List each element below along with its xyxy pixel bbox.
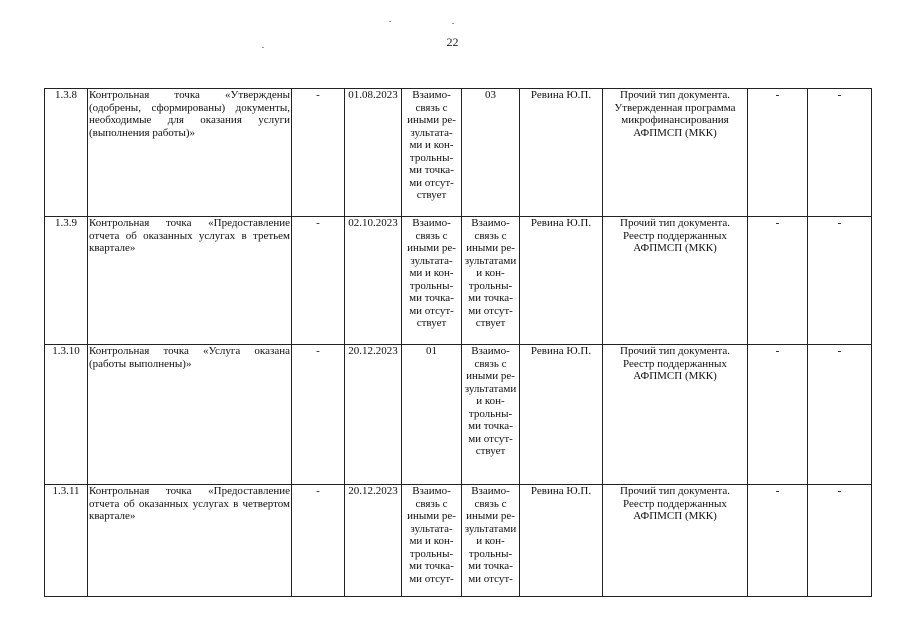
relation-cell-1	[402, 217, 462, 345]
relation-line: связь с	[415, 229, 448, 242]
relation-line: трольны-	[468, 547, 513, 560]
relation-line: Взаимо-	[412, 217, 451, 229]
relation-line: ми отсут-	[468, 572, 513, 585]
document-type-cell: Прочий тип документа. Реестр поддержанных АФПМСП (МКК)	[603, 345, 748, 485]
relation-line: Взаимо-	[471, 345, 510, 357]
relation-line: ми точка-	[468, 560, 513, 572]
document-type-cell: Прочий тип документа. Утвержденная программа микрофинансирования АФПМСП (МКК)	[603, 89, 748, 217]
base-value-cell: -	[292, 345, 345, 485]
responsible-cell: Ревина Ю.П.	[520, 89, 603, 217]
relation-line: связь с	[474, 229, 507, 242]
extra-cell-1: -	[748, 485, 808, 597]
document-type-cell: Прочий тип документа. Реестр поддержанных АФПМСП (МКК)	[603, 217, 748, 345]
scan-speck	[262, 47, 264, 48]
relation-cell-2	[462, 485, 520, 597]
relation-line: трольны-	[409, 547, 454, 560]
relation-line: ми отсут-	[468, 432, 513, 445]
date-cell	[345, 485, 402, 597]
relation-line: зультата-	[410, 522, 453, 535]
page-number: 22	[446, 35, 459, 49]
relation-line: Взаимо-	[471, 485, 510, 497]
relation-line: Взаимо-	[412, 485, 451, 497]
date-cell	[345, 217, 402, 345]
relation-line: ствует	[475, 317, 506, 329]
relation-line: иными ре-	[407, 510, 456, 522]
table-row	[45, 217, 872, 345]
relation-line: ми точка-	[409, 164, 454, 176]
base-value-cell: -	[292, 89, 345, 217]
relation-line: ми точка-	[468, 292, 513, 304]
table-row	[45, 485, 872, 597]
responsible-cell: Ревина Ю.П.	[520, 345, 603, 485]
relation-line: трольны-	[409, 279, 454, 292]
control-point-title: Контрольная точка «Услуга оказана (работы выполнены)»	[88, 345, 292, 485]
relation-line: связь с	[415, 497, 448, 510]
extra-cell-1: -	[748, 217, 808, 345]
relation-line: Взаимо-	[412, 89, 451, 101]
relation-line: зультатами	[464, 382, 517, 395]
relation-line: связь с	[474, 497, 507, 510]
control-point-title: Контрольная точка «Предоставление отчета об оказанных услугах в четвертом квартале»	[88, 485, 292, 597]
extra-cell-2: -	[808, 89, 872, 217]
relation-line: иными ре-	[466, 370, 515, 382]
row-number: 1.3.10	[45, 345, 88, 485]
relation-line: трольны-	[468, 407, 513, 420]
relation-line: ми и кон-	[409, 535, 454, 547]
relation-line: трольны-	[409, 151, 454, 164]
relation-line: 03	[485, 89, 496, 101]
relation-line: ми и кон-	[409, 267, 454, 279]
extra-cell-2: -	[808, 345, 872, 485]
relation-line: зультата-	[410, 126, 453, 139]
extra-cell-1: -	[748, 89, 808, 217]
relation-line: ми отсут-	[409, 176, 454, 189]
relation-line: ми и кон-	[409, 139, 454, 151]
relation-cell-1	[402, 485, 462, 597]
relation-line: зультатами	[464, 254, 517, 267]
base-value-cell: -	[292, 485, 345, 597]
relation-line: и кон-	[476, 535, 505, 547]
row-number: 1.3.11	[45, 485, 88, 597]
relation-line: и кон-	[476, 267, 505, 279]
relation-line: ми точка-	[409, 292, 454, 304]
date-text: 20.12.2023	[348, 345, 398, 357]
relation-line: ствует	[475, 445, 506, 457]
relation-line: зультатами	[464, 522, 517, 535]
relation-line: ми отсут-	[468, 304, 513, 317]
row-number: 1.3.8	[45, 89, 88, 217]
relation-line: Взаимо-	[471, 217, 510, 229]
date-text: 02.10.2023	[348, 217, 398, 229]
date-text: 01.08.2023	[348, 89, 398, 101]
relation-line: ствует	[416, 317, 447, 329]
relation-line: иными ре-	[466, 242, 515, 254]
relation-cell-2	[462, 89, 520, 217]
control-point-title: Контрольная точка «Предоставление отчета об оказанных услугах в третьем квартале»	[88, 217, 292, 345]
relation-line: связь с	[415, 101, 448, 114]
relation-line: ми отсут-	[409, 572, 454, 585]
responsible-cell: Ревина Ю.П.	[520, 485, 603, 597]
relation-line: иными ре-	[407, 242, 456, 254]
relation-line: и кон-	[476, 395, 505, 407]
relation-cell-2	[462, 217, 520, 345]
date-cell	[345, 89, 402, 217]
relation-line: трольны-	[468, 279, 513, 292]
date-text: 20.12.2023	[348, 485, 398, 497]
date-cell	[345, 345, 402, 485]
relation-line: ми отсут-	[409, 304, 454, 317]
relation-line: связь с	[474, 357, 507, 370]
relation-line: 01	[426, 345, 437, 357]
document-type-cell: Прочий тип документа. Реестр поддержанных АФПМСП (МКК)	[603, 485, 748, 597]
relation-line: ствует	[416, 189, 447, 201]
relation-line: ми точка-	[409, 560, 454, 572]
extra-cell-2: -	[808, 485, 872, 597]
relation-line: ми точка-	[468, 420, 513, 432]
responsible-cell: Ревина Ю.П.	[520, 217, 603, 345]
relation-cell-2	[462, 345, 520, 485]
table-row	[45, 345, 872, 485]
scan-speck	[389, 21, 391, 22]
relation-cell-1	[402, 89, 462, 217]
row-number: 1.3.9	[45, 217, 88, 345]
extra-cell-2: -	[808, 217, 872, 345]
scan-speck	[452, 23, 454, 24]
table-row	[45, 89, 872, 217]
relation-line: зультата-	[410, 254, 453, 267]
relation-line: иными ре-	[407, 114, 456, 126]
base-value-cell: -	[292, 217, 345, 345]
control-point-title: Контрольная точка «Утверждены (одобрены, сформированы) документы, необходимые для оказания услуги (выполнения работы)»	[88, 89, 292, 217]
relation-cell-1	[402, 345, 462, 485]
relation-line: иными ре-	[466, 510, 515, 522]
extra-cell-1: -	[748, 345, 808, 485]
control-points-table	[44, 88, 872, 597]
